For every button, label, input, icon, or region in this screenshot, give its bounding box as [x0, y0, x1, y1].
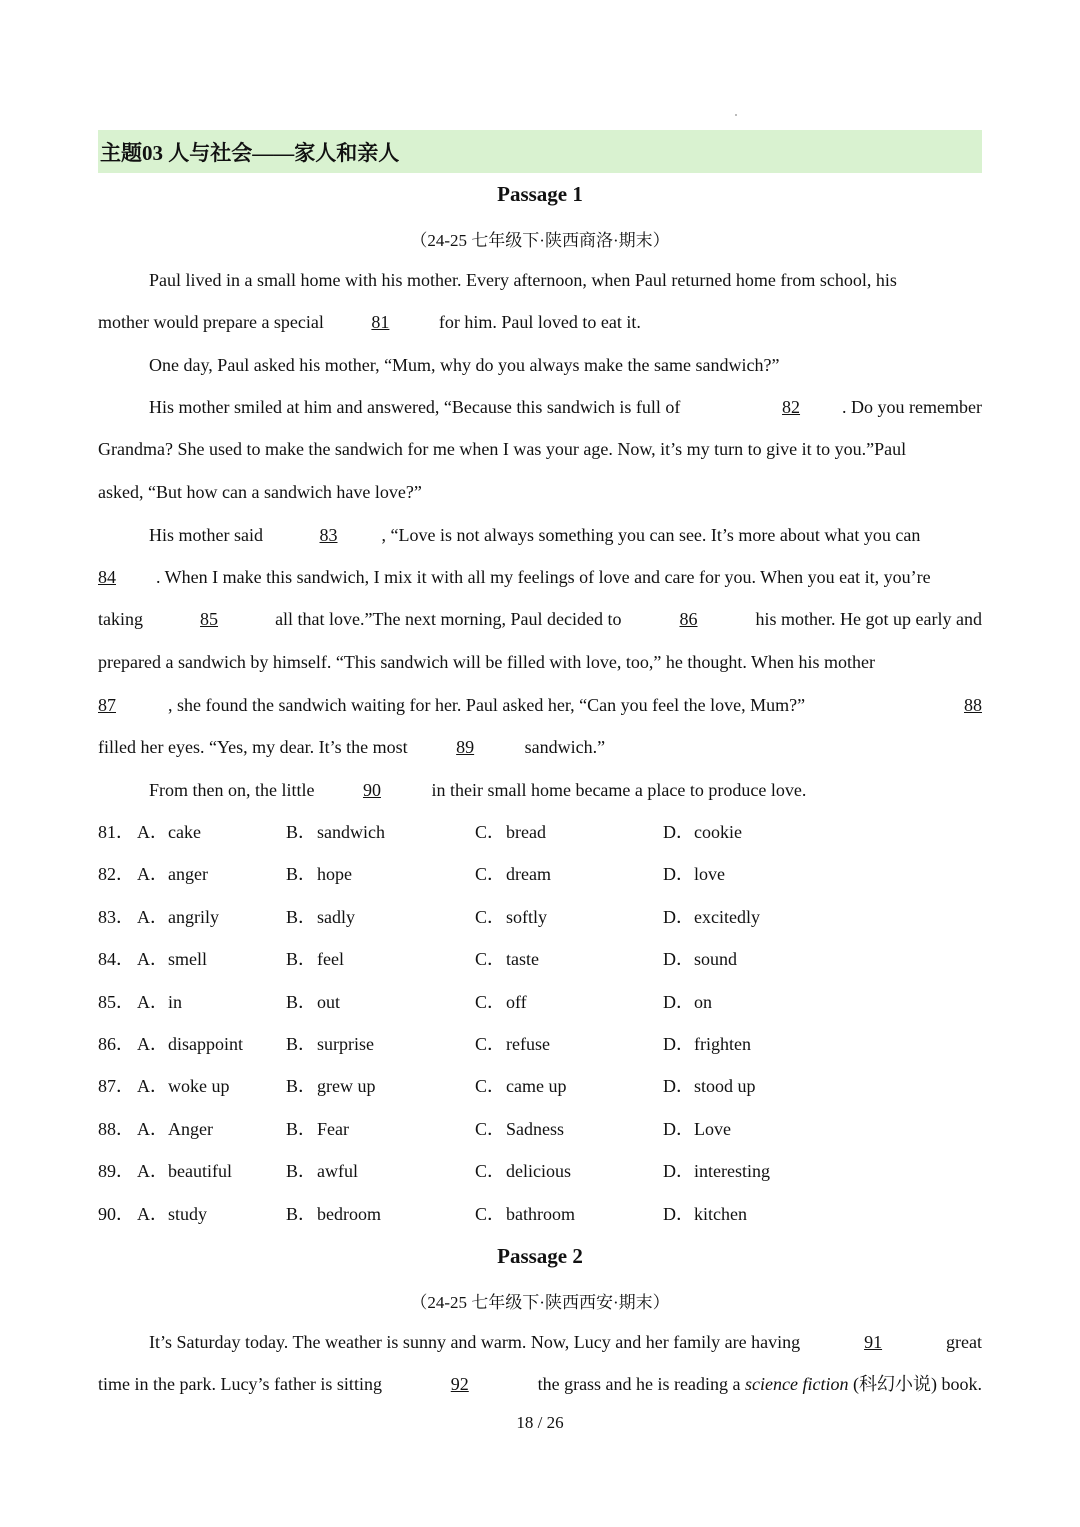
option-text: smell — [168, 949, 207, 969]
option-letter: D． — [663, 864, 694, 884]
option-text: surprise — [317, 1034, 374, 1054]
p4-line-5 — [98, 692, 982, 718]
option-83-d — [663, 904, 760, 930]
option-letter: D． — [663, 949, 694, 969]
option-letter: D． — [663, 992, 694, 1012]
text: , “Love is not always something you can see. It’s more about what you can — [381, 525, 921, 545]
text: great — [946, 1332, 982, 1352]
option-88-b — [286, 1116, 349, 1142]
option-81-b — [286, 819, 385, 845]
option-text: kitchen — [694, 1204, 747, 1224]
option-letter: A． — [137, 1119, 168, 1139]
option-text: Fear — [317, 1119, 349, 1139]
question-number: 83． — [98, 907, 134, 927]
question-number: 88． — [98, 1119, 134, 1139]
option-letter: A． — [137, 992, 168, 1012]
text: (科幻小说) book. — [852, 1374, 982, 1394]
blank-86: 86 — [679, 609, 698, 629]
passage-2-title: Passage 2 — [497, 1244, 583, 1268]
option-text: feel — [317, 949, 344, 969]
italic-term: science fiction — [745, 1374, 849, 1394]
option-90-d — [663, 1201, 747, 1227]
text: time in the park. Lucy’s father is sitting — [98, 1374, 382, 1394]
option-letter: C． — [475, 822, 506, 842]
option-82-b — [286, 861, 352, 887]
option-86-d — [663, 1031, 751, 1057]
option-text: study — [168, 1204, 208, 1224]
option-81-c — [475, 819, 546, 845]
option-letter: B． — [286, 1076, 317, 1096]
text: for him. Paul loved to eat it. — [438, 312, 641, 332]
option-text: taste — [506, 949, 539, 969]
option-84-a — [98, 946, 207, 972]
p3-line-2 — [98, 436, 982, 462]
option-86-c — [475, 1031, 550, 1057]
option-letter: A． — [137, 864, 168, 884]
text: taking — [98, 609, 143, 629]
option-letter: D． — [663, 1034, 694, 1054]
question-number: 81． — [98, 822, 134, 842]
p2-1-line-2 — [98, 1371, 982, 1397]
text: His mother said — [149, 525, 263, 545]
option-text: woke up — [168, 1076, 230, 1096]
option-text: interesting — [694, 1161, 770, 1181]
option-letter: C． — [475, 949, 506, 969]
option-85-c — [475, 989, 527, 1015]
option-letter: B． — [286, 1161, 317, 1181]
option-text: awful — [317, 1161, 358, 1181]
question-number: 82． — [98, 864, 134, 884]
question-number: 84． — [98, 949, 134, 969]
option-89-c — [475, 1158, 571, 1184]
option-87-a — [98, 1073, 230, 1099]
option-text: disappoint — [168, 1034, 243, 1054]
blank-87: 87 — [98, 695, 116, 715]
option-letter: D． — [663, 1204, 694, 1224]
option-letter: B． — [286, 822, 317, 842]
p4-line-2 — [98, 564, 982, 590]
option-letter: B． — [286, 864, 317, 884]
p1-line-2 — [98, 309, 982, 335]
option-text: bedroom — [317, 1204, 381, 1224]
option-letter: B． — [286, 1119, 317, 1139]
option-text: cake — [168, 822, 201, 842]
option-88-d — [663, 1116, 731, 1142]
question-number: 86． — [98, 1034, 134, 1054]
option-letter: A． — [137, 1204, 168, 1224]
option-text: softly — [506, 907, 548, 927]
p3-line-3: asked, “But how can a sandwich have love?” — [98, 482, 422, 502]
p5-line-1 — [149, 777, 982, 803]
text: , she found the sandwich waiting for her. Paul asked her, “Can you feel the love, Mum?” — [168, 695, 806, 715]
option-text: dream — [506, 864, 551, 884]
option-90-b — [286, 1201, 381, 1227]
option-text: in — [168, 992, 183, 1012]
blank-89: 89 — [456, 737, 475, 757]
option-letter: B． — [286, 949, 317, 969]
option-letter: A． — [137, 1034, 168, 1054]
option-letter: C． — [475, 1076, 506, 1096]
option-text: bread — [506, 822, 546, 842]
option-89-a — [98, 1158, 232, 1184]
text: . When I make this sandwich, I mix it with all my feelings of love and care for you. When you eat it, you’re — [156, 567, 931, 587]
text: His mother smiled at him and answered, “Because this sandwich is full of — [149, 397, 681, 417]
option-letter: B． — [286, 1034, 317, 1054]
text: in their small home became a place to produce love. — [431, 780, 807, 800]
option-83-b — [286, 904, 355, 930]
option-85-d — [663, 989, 712, 1015]
blank-81: 81 — [371, 312, 390, 332]
option-letter: D． — [663, 822, 694, 842]
option-letter: A． — [137, 1076, 168, 1096]
p2-line-1: One day, Paul asked his mother, “Mum, why do you always make the same sandwich?” — [149, 355, 780, 375]
p3-line-1 — [149, 394, 982, 420]
option-83-a — [98, 904, 219, 930]
option-text: sandwich — [317, 822, 385, 842]
option-90-c — [475, 1201, 575, 1227]
option-text: sound — [694, 949, 738, 969]
text: the grass and he is reading a — [537, 1374, 741, 1394]
option-86-b — [286, 1031, 374, 1057]
option-text: cookie — [694, 822, 742, 842]
option-letter: C． — [475, 992, 506, 1012]
text: prepared a sandwich by himself. “This sandwich will be filled with love, too,” he thought. When his mother — [98, 652, 875, 672]
question-number: 85． — [98, 992, 134, 1012]
option-86-a — [98, 1031, 243, 1057]
blank-85: 85 — [200, 609, 219, 629]
option-letter: D． — [663, 907, 694, 927]
option-letter: A． — [137, 907, 168, 927]
blank-83: 83 — [319, 525, 338, 545]
option-85-b — [286, 989, 340, 1015]
option-87-b — [286, 1073, 375, 1099]
blank-91: 91 — [864, 1332, 883, 1352]
option-87-c — [475, 1073, 566, 1099]
option-82-c — [475, 861, 551, 887]
option-text: Sadness — [506, 1119, 564, 1139]
option-text: off — [506, 992, 527, 1012]
option-text: grew up — [317, 1076, 376, 1096]
option-letter: C． — [475, 864, 506, 884]
blank-88: 88 — [964, 695, 982, 715]
p4-line-4 — [98, 649, 982, 675]
option-88-a — [98, 1116, 213, 1142]
option-text: frighten — [694, 1034, 751, 1054]
option-88-c — [475, 1116, 564, 1142]
option-text: angrily — [168, 907, 219, 927]
option-letter: C． — [475, 1119, 506, 1139]
option-text: Anger — [168, 1119, 213, 1139]
option-text: out — [317, 992, 341, 1012]
option-letter: A． — [137, 949, 168, 969]
option-letter: C． — [475, 1034, 506, 1054]
option-text: on — [694, 992, 712, 1012]
option-letter: D． — [663, 1161, 694, 1181]
text: Paul lived in a small home with his mother. Every afternoon, when Paul returned home from school, his — [149, 270, 897, 290]
p4-line-6 — [98, 734, 982, 760]
option-letter: C． — [475, 1161, 506, 1181]
passage-2-source: （24-25 七年级下·陕西西安·期末） — [410, 1293, 670, 1312]
option-text: sadly — [317, 907, 355, 927]
option-letter: B． — [286, 907, 317, 927]
question-number: 90． — [98, 1204, 134, 1224]
option-text: came up — [506, 1076, 567, 1096]
blank-92: 92 — [450, 1374, 469, 1394]
option-letter: A． — [137, 822, 168, 842]
text: . Do you remember — [842, 397, 982, 417]
option-81-a — [98, 819, 201, 845]
passage-1-source: （24-25 七年级下·陕西商洛·期末） — [410, 231, 670, 250]
text: Grandma? She used to make the sandwich for me when I was your age. Now, it’s my turn to give it to you.”Paul — [98, 439, 907, 459]
option-82-d — [663, 861, 725, 887]
blank-82: 82 — [782, 397, 801, 417]
passage-1-title: Passage 1 — [497, 182, 583, 206]
text: sandwich.” — [524, 737, 606, 757]
text: mother would prepare a special — [98, 312, 324, 332]
option-letter: A． — [137, 1161, 168, 1181]
option-82-a — [98, 861, 208, 887]
blank-84: 84 — [98, 567, 116, 587]
option-89-b — [286, 1158, 358, 1184]
topic-banner: 主题03 人与社会——家人和亲人 — [98, 130, 982, 173]
text: all that love.”The next morning, Paul decided to — [275, 609, 622, 629]
option-text: anger — [168, 864, 208, 884]
option-text: beautiful — [168, 1161, 232, 1181]
text: It’s Saturday today. The weather is sunny and warm. Now, Lucy and her family are having — [149, 1332, 801, 1352]
option-text: bathroom — [506, 1204, 575, 1224]
text: his mother. He got up early and — [755, 609, 982, 629]
option-85-a — [98, 989, 182, 1015]
page-number: 18 / 26 — [516, 1413, 564, 1432]
option-letter: D． — [663, 1076, 694, 1096]
option-text: stood up — [694, 1076, 756, 1096]
option-text: hope — [317, 864, 352, 884]
option-text: delicious — [506, 1161, 571, 1181]
option-letter: D． — [663, 1119, 694, 1139]
option-letter: B． — [286, 1204, 317, 1224]
question-number: 87． — [98, 1076, 134, 1096]
option-letter: C． — [475, 1204, 506, 1224]
option-81-d — [663, 819, 742, 845]
option-87-d — [663, 1073, 756, 1099]
stray-dot — [735, 114, 737, 116]
option-83-c — [475, 904, 547, 930]
option-84-b — [286, 946, 344, 972]
option-text: refuse — [506, 1034, 550, 1054]
blank-90: 90 — [362, 780, 381, 800]
option-text: love — [694, 864, 725, 884]
option-89-d — [663, 1158, 770, 1184]
option-text: excitedly — [694, 907, 760, 927]
option-84-c — [475, 946, 539, 972]
option-text: Love — [694, 1119, 731, 1139]
p1-line-1 — [149, 267, 982, 293]
p2-1-line-1 — [149, 1329, 982, 1355]
option-letter: B． — [286, 992, 317, 1012]
option-letter: C． — [475, 907, 506, 927]
option-90-a — [98, 1201, 207, 1227]
option-84-d — [663, 946, 737, 972]
text: From then on, the little — [149, 780, 315, 800]
question-number: 89． — [98, 1161, 134, 1181]
p4-line-1 — [149, 522, 982, 548]
text: filled her eyes. “Yes, my dear. It’s the most — [98, 737, 408, 757]
p4-line-3 — [98, 606, 982, 632]
